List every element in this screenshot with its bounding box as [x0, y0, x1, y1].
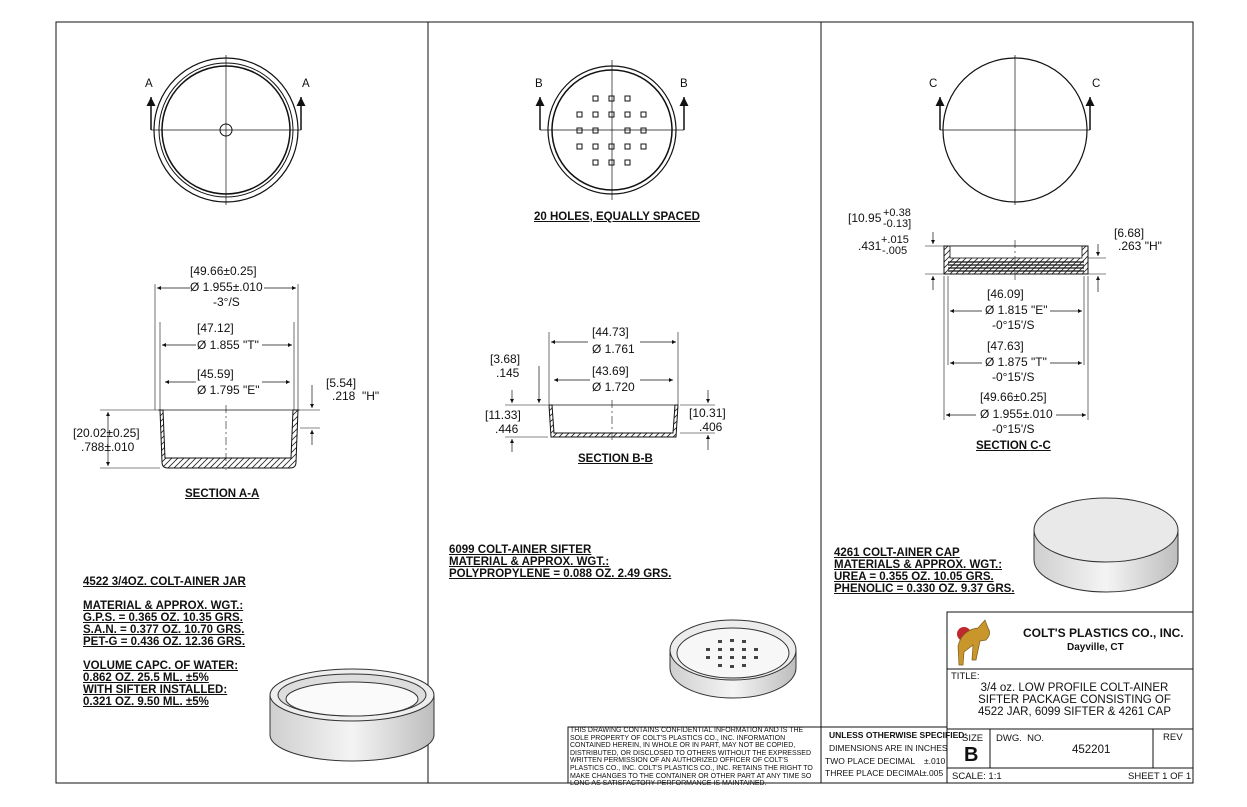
cap-dim-e-draft: -0°15'/S	[992, 318, 1035, 332]
cap-dim-height-inch-plus: +.015	[881, 234, 909, 246]
jar-note-volume: 0.862 OZ. 25.5 ML. ±5%	[83, 672, 209, 684]
jar-note-material-header: MATERIAL & APPROX. WGT.:	[83, 600, 244, 612]
dwg-no-value: 452201	[1072, 744, 1111, 756]
section-marker-c-right: C	[1092, 78, 1101, 90]
sheet-number: SHEET 1 OF 1	[1128, 771, 1192, 782]
title-line-1: 3/4 oz. LOW PROFILE COLT-AINER	[980, 682, 1169, 694]
cap-dim-outer-draft: -0°15'/S	[992, 422, 1035, 436]
cap-dim-height-metric: [10.95	[848, 211, 882, 225]
cap-3d-render	[1034, 498, 1178, 592]
sifter-dim-lip-inch: .145	[496, 366, 520, 380]
rev-label: REV	[1163, 732, 1183, 743]
cap-section-title: SECTION C-C	[976, 440, 1051, 452]
section-marker-c-left: C	[929, 78, 938, 90]
jar-note-material-2: S.A.N. = 0.377 OZ. 10.70 GRS.	[83, 624, 245, 636]
dwg-no-label: DWG. NO.	[996, 733, 1045, 744]
sifter-dim-inner-metric: [43.69]	[592, 364, 629, 378]
cap-dim-e-inch: Ø 1.815 "E"	[985, 303, 1048, 317]
tolerance-header: UNLESS OTHERWISE SPECIFIED:	[829, 730, 968, 740]
cap-dim-t-metric: [47.63]	[987, 339, 1024, 353]
cap-dim-t-draft: -0°15'/S	[992, 370, 1035, 384]
jar-dim-h-metric: [5.54]	[326, 376, 357, 390]
size-value: B	[964, 744, 979, 766]
jar-dim-height-metric: [20.02±0.25]	[73, 426, 140, 440]
title-label: TITLE:	[951, 671, 980, 682]
jar-dim-outer-metric: [49.66±0.25]	[190, 264, 257, 278]
jar-section-title: SECTION A-A	[185, 488, 260, 500]
jar-dim-h-inch: .218	[332, 389, 356, 403]
jar-dim-t-inch: Ø 1.855 "T"	[197, 338, 259, 352]
cap-dim-height-metric-minus: -0.13]	[883, 218, 912, 230]
company-location: Dayville, CT	[1067, 642, 1124, 653]
tolerance-three-place-value: ±.005	[922, 768, 944, 778]
jar-note-volume-header: VOLUME CAPC. OF WATER:	[83, 660, 239, 672]
confidential-notice: THIS DRAWING CONTAINS CONFIDENTIAL INFORMATION AND IS THE SOLE PROPERTY OF COLT'S PLASTICS CO., INC. INFORMATION CONTAINED HEREIN, IN WHOLE OR IN PART, MAY NOT BE COPIED, DISTRIBUTED, OR DISCLOSED TO OTHERS WITHOUT THE EXPRESSED WRITTEN PERMISSION OF AN AUTHORIZED OFFICER OF COLT'S PLASTICS CO., INC. COLT'S PLASTICS CO., INC. RETAINS THE RIGHT TO MAKE CHANGES TO THE CONTAINER OR OTHER PART AT ANY TIME SO LONG AS SATISFACTORY PERFORMANCE IS MAINTAINED.	[570, 727, 813, 788]
sifter-holes-note: 20 HOLES, EQUALLY SPACED	[534, 211, 700, 223]
cap-top-view	[940, 55, 1090, 205]
jar-top-view	[151, 55, 301, 205]
tolerance-two-place-value: ±.010	[924, 756, 946, 766]
cap-dim-height-inch: .431	[858, 239, 882, 253]
jar-dim-outer-draft: -3°/S	[213, 295, 240, 309]
scale: SCALE: 1:1	[952, 771, 1002, 782]
jar-note-sifter-volume: 0.321 OZ. 9.50 ML. ±5%	[83, 696, 209, 708]
cap-note-material-2: PHENOLIC = 0.330 OZ. 9.37 GRS.	[834, 583, 1015, 595]
jar-dim-e-inch: Ø 1.795 "E"	[197, 383, 260, 397]
sifter-note-material-header: MATERIAL & APPROX. WGT.:	[449, 556, 610, 568]
jar-dim-outer-inch: Ø 1.955±.010	[190, 280, 263, 294]
sifter-dim-outer-inch: Ø 1.761	[592, 342, 635, 356]
sifter-dim-inner-inch: Ø 1.720	[592, 380, 635, 394]
section-marker-b-right: B	[680, 78, 688, 90]
section-marker-a-left: A	[145, 78, 153, 90]
sifter-dim-outer-metric: [44.73]	[592, 325, 629, 339]
jar-dim-t-metric: [47.12]	[197, 321, 234, 335]
sifter-dim-lip-metric: [3.68]	[490, 352, 521, 366]
sifter-dim-height-right-inch: .406	[699, 420, 723, 434]
cap-note-title: 4261 COLT-AINER CAP	[834, 547, 960, 559]
company-logo	[957, 620, 990, 665]
title-line-2: SIFTER PACKAGE CONSISTING OF	[978, 694, 1171, 706]
sifter-section-title: SECTION B-B	[578, 453, 653, 465]
cap-dim-outer-metric: [49.66±0.25]	[980, 390, 1047, 404]
sifter-dim-height-left-metric: [11.33]	[485, 408, 521, 422]
sifter-3d-render	[670, 620, 796, 698]
jar-3d-render	[270, 669, 434, 761]
cap-note-material-header: MATERIALS & APPROX. WGT.:	[834, 559, 1003, 571]
jar-note-title: 4522 3/4OZ. COLT-AINER JAR	[83, 576, 246, 588]
cap-dim-outer-inch: Ø 1.955±.010	[980, 407, 1053, 421]
sifter-dim-height-left-inch: .446	[495, 422, 519, 436]
jar-note-sifter-header: WITH SIFTER INSTALLED:	[83, 684, 228, 696]
jar-dim-height-inch: .788±.010	[81, 440, 135, 454]
jar-dim-e-metric: [45.59]	[197, 367, 234, 381]
sifter-note-material-1: POLYPROPYLENE = 0.088 OZ. 2.49 GRS.	[449, 568, 672, 580]
sifter-top-view	[540, 60, 684, 200]
jar-note-material-3: PET-G = 0.436 OZ. 12.36 GRS.	[83, 636, 246, 648]
company-name: COLT'S PLASTICS CO., INC.	[1023, 626, 1184, 640]
tolerance-two-place: TWO PLACE DECIMAL	[825, 756, 916, 766]
jar-dim-h-tag: "H"	[362, 389, 380, 403]
section-marker-a-right: A	[302, 78, 310, 90]
sifter-dim-height-right-metric: [10.31]	[689, 406, 726, 420]
cap-note-material-1: UREA = 0.355 OZ. 10.05 GRS.	[834, 571, 994, 583]
title-line-3: 4522 JAR, 6099 SIFTER & 4261 CAP	[977, 706, 1172, 718]
cap-dim-height-inch-minus: -.005	[882, 245, 908, 257]
size-label: SIZE	[962, 733, 984, 744]
cap-dim-height-metric-plus: +0.38	[883, 207, 911, 219]
cap-dim-e-metric: [46.09]	[987, 287, 1024, 301]
tolerance-units: DIMENSIONS ARE IN INCHES	[829, 743, 948, 753]
sifter-note-title: 6099 COLT-AINER SIFTER	[449, 544, 592, 556]
cap-dim-h-inch: .263 "H"	[1118, 239, 1162, 253]
cap-dim-h-metric: [6.68]	[1114, 226, 1145, 240]
section-marker-b-left: B	[535, 78, 543, 90]
tolerance-three-place: THREE PLACE DECIMAL	[825, 768, 925, 778]
jar-note-material-1: G.P.S. = 0.365 OZ. 10.35 GRS.	[83, 612, 243, 624]
cap-dim-t-inch: Ø 1.875 "T"	[985, 355, 1047, 369]
